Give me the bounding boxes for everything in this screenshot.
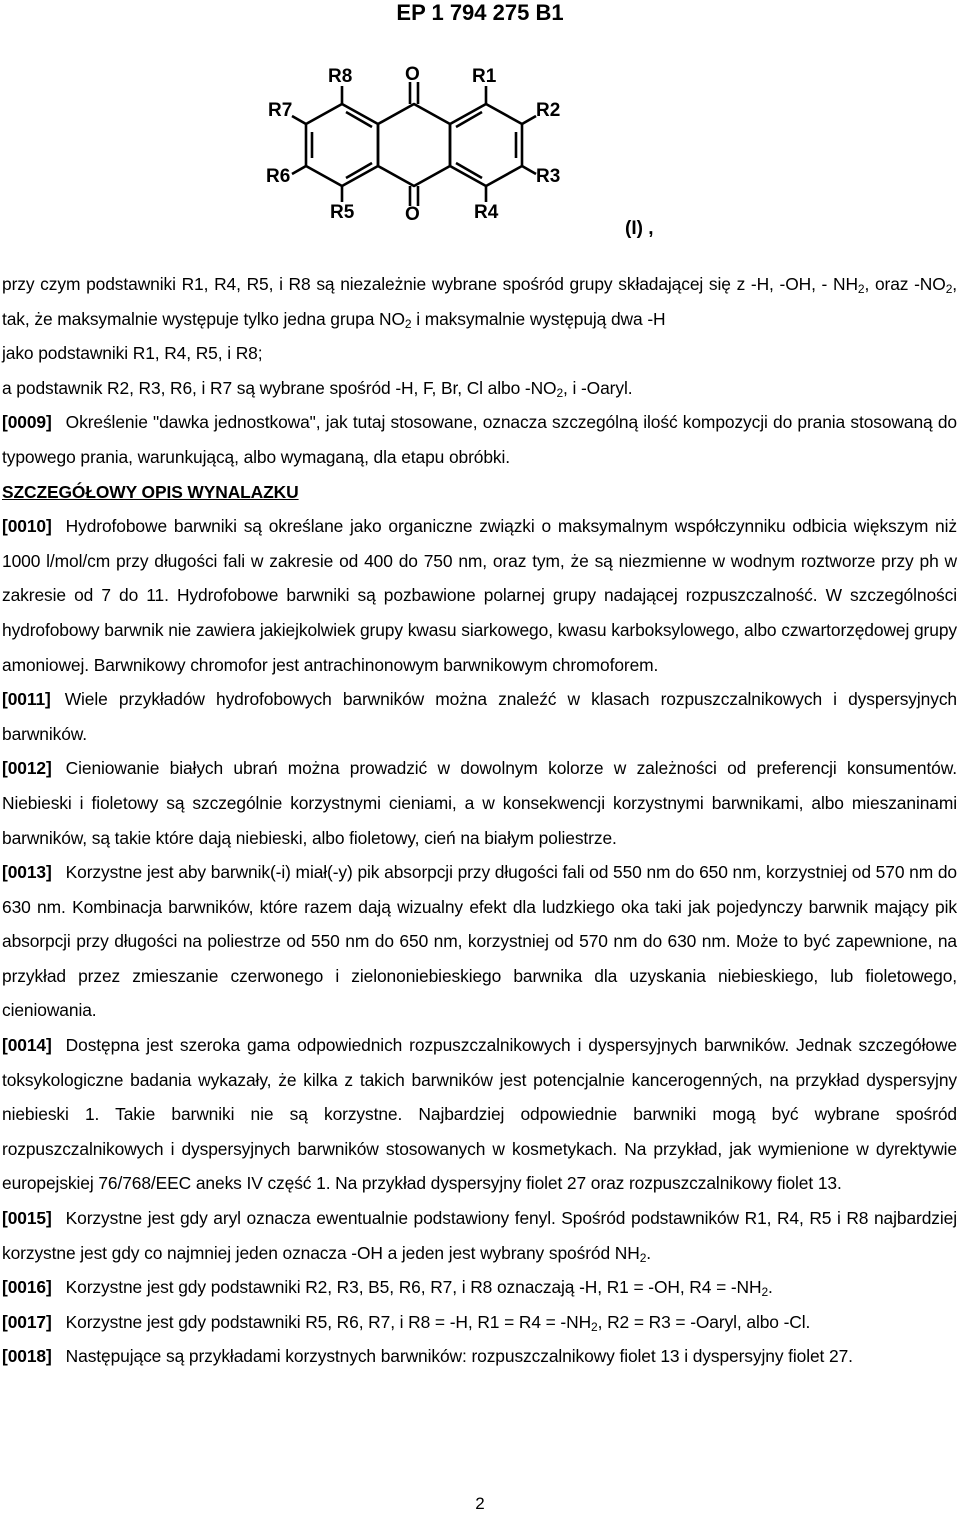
paragraph-number: [0011] [2,689,51,710]
paragraph-number: [0013] [2,862,52,883]
paragraph-0010: [0010] Hydrofobowe barwniki są określane jako organiczne związki o maksymalnym współczynniku odbicia większym niż 1000 l/mol/cm przy długości fali w zakresie od 400 do 750 nm, oraz tym, że są niezmienne w wodnym roztworze przy ph w zakresie od 7 do 11. Hydrofobowe barwniki są pozbawione polarnej grupy nadającej rozpuszczalność. W szczególności hydrofobowy barwnik nie zawiera jakiejkolwiek grupy kwasu siarkowego, kwasu karboksylowego, albo czwartorzędowej grupy amoniowej. Barwnikowy chromofor jest antrachinonowym barwnikowym chromoforem. [2,516,957,675]
page-number: 2 [475,1494,485,1513]
label-r1: R1 [472,66,497,87]
middle-ring [378,104,450,186]
paragraph-0011: [0011] Wiele przykładów hydrofobowych barwników można znaleźć w klasach rozpuszczalnikowych i dyspersyjnych barwników. [2,689,957,744]
label-o-bottom: O [405,204,420,225]
paragraph-0009: [0009] Określenie "dawka jednostkowa", jak tutaj stosowane, oznacza szczególną ilość kompozycji do prania stosowaną do typowego prania, warunkującą, albo wymaganą, dla etapu obróbki. [2,412,957,467]
formula-label: (I) , [625,218,654,239]
paragraph-0013: [0013] Korzystne jest aby barwnik(-i) miał(-y) pik absorpcji przy długości fali od 550 nm do 650 nm, korzystniej od 570 nm do 630 nm. Kombinacja barwników, które razem dają wizualny efekt dla ludzkiego oka taki jak pojedynczy barwnik mający pik absorpcji przy długości na poliestrze od 550 nm do 650 nm, korzystniej od 570 nm do 630 nm. Może to być zapewnione, na przykład przez zmieszanie czerwonego i zielononiebieskiego barwnika dla uzyskania niebieskiego, lub fioletowego, cieniowania. [2,862,957,1021]
claim-intro-line-3: jako podstawniki R1, R4, R5, i R8; [2,343,263,364]
right-ring [450,104,522,186]
paragraph-number: [0018] [2,1346,52,1367]
section-heading: SZCZEGÓŁOWY OPIS WYNALAZKU [2,481,299,502]
label-r8: R8 [328,66,353,87]
label-r7: R7 [268,100,293,121]
paragraph-number: [0016] [2,1277,52,1298]
claim-intro-line-1: przy czym podstawniki R1, R4, R5, i R8 są niezależnie wybrane spośród grupy składającej się z -H, -OH, - [2,274,828,294]
paragraph-number: [0009] [2,412,52,433]
paragraph-number: [0015] [2,1208,52,1229]
paragraph-number: [0017] [2,1311,52,1332]
paragraph-number: [0012] [2,758,52,779]
label-r6: R6 [266,166,291,187]
paragraph-0018: [0018] Następujące są przykładami korzystnych barwników: rozpuszczalnikowy fiolet 13 i dyspersyjny fiolet 27. [2,1346,853,1367]
claim-intro: przy czym podstawniki R1, R4, R5, i R8 są niezależnie wybrane spośród grupy składającej się z -H, -OH, - $NH_2$, oraz $-NO_2$, tak, że maksymalnie występuje tylko jedna grupa $NO_2$ i maksymalnie występują dwa -H [2,274,957,331]
label-r2: R2 [536,100,561,121]
left-ring [306,104,378,186]
paragraph-0017: [0017] Korzystne jest gdy podstawniki R5, R6, R7, i R8 = -H, $R1 = R4 = -NH_2$, R2 = R3 = -Oaryl, albo -Cl. [2,1311,811,1334]
paragraph-0014: [0014] Dostępna jest szeroka gama odpowiednich rozpuszczalnikowych i dyspersyjnych barwników. Jednak szczegółowe toksykologiczne badania wykazały, że kilka z takich barwników jest potencjalnie kancerogenných, na przykład dyspersyjny niebieski 1. Takie barwniki nie są korzystne. Najbardziej odpowiednie barwniki mogą być wybrane spośród rozpuszczalnikowych i dyspersyjnych barwników stosowanych w kosmetykach. Na przykład, jak wymienione w dyrektywie europejskiej 76/768/EEC aneks IV część 1. Na przykład dyspersyjny fiolet 27 oraz rozpuszczalnikowy fiolet 13. [2,1035,957,1194]
label-r5: R5 [330,202,355,223]
claim-intro-line-4: a podstawnik R2, R3, R6, i R7 są wybrane spośród -H, F, Br, Cl albo $-NO_2$, i -Oaryl. [2,377,633,400]
paragraph-0016: [0016] Korzystne jest gdy podstawniki R2, R3, B5, R6, R7, i R8 oznaczają -H, R1 = -OH, $R4 = -NH_2$. [2,1277,773,1300]
label-o-top: O [405,64,420,85]
document-header: EP 1 794 275 B1 [396,0,564,25]
paragraph-number: [0014] [2,1035,52,1056]
paragraph-0015: [0015] Korzystne jest gdy aryl oznacza ewentualnie podstawiony fenyl. Spośród podstawników R1, R4, R5 i R8 najbardziej korzystne jest gdy co najmniej jeden oznacza -OH a jeden jest wybrany spośród $NH_2$. [2,1208,957,1265]
chemical-structure-figure [266,52,680,252]
paragraph-number: [0010] [2,516,52,537]
label-r3: R3 [536,166,561,187]
anthraquinone-structure-diagram [266,52,680,252]
document-body [2,267,957,1374]
paragraph-0012: [0012] Cieniowanie białych ubrań można prowadzić w dowolnym kolorze w zależności od preferencji konsumentów. Niebieski i fioletowy są szczególnie korzystnymi cieniami, a w konsekwencji korzystnymi barwnikami, albo mieszaninami barwników, są takie które dają niebieski, albo fioletowy, cień na białym poliestrze. [2,758,957,848]
label-r4: R4 [474,202,499,223]
